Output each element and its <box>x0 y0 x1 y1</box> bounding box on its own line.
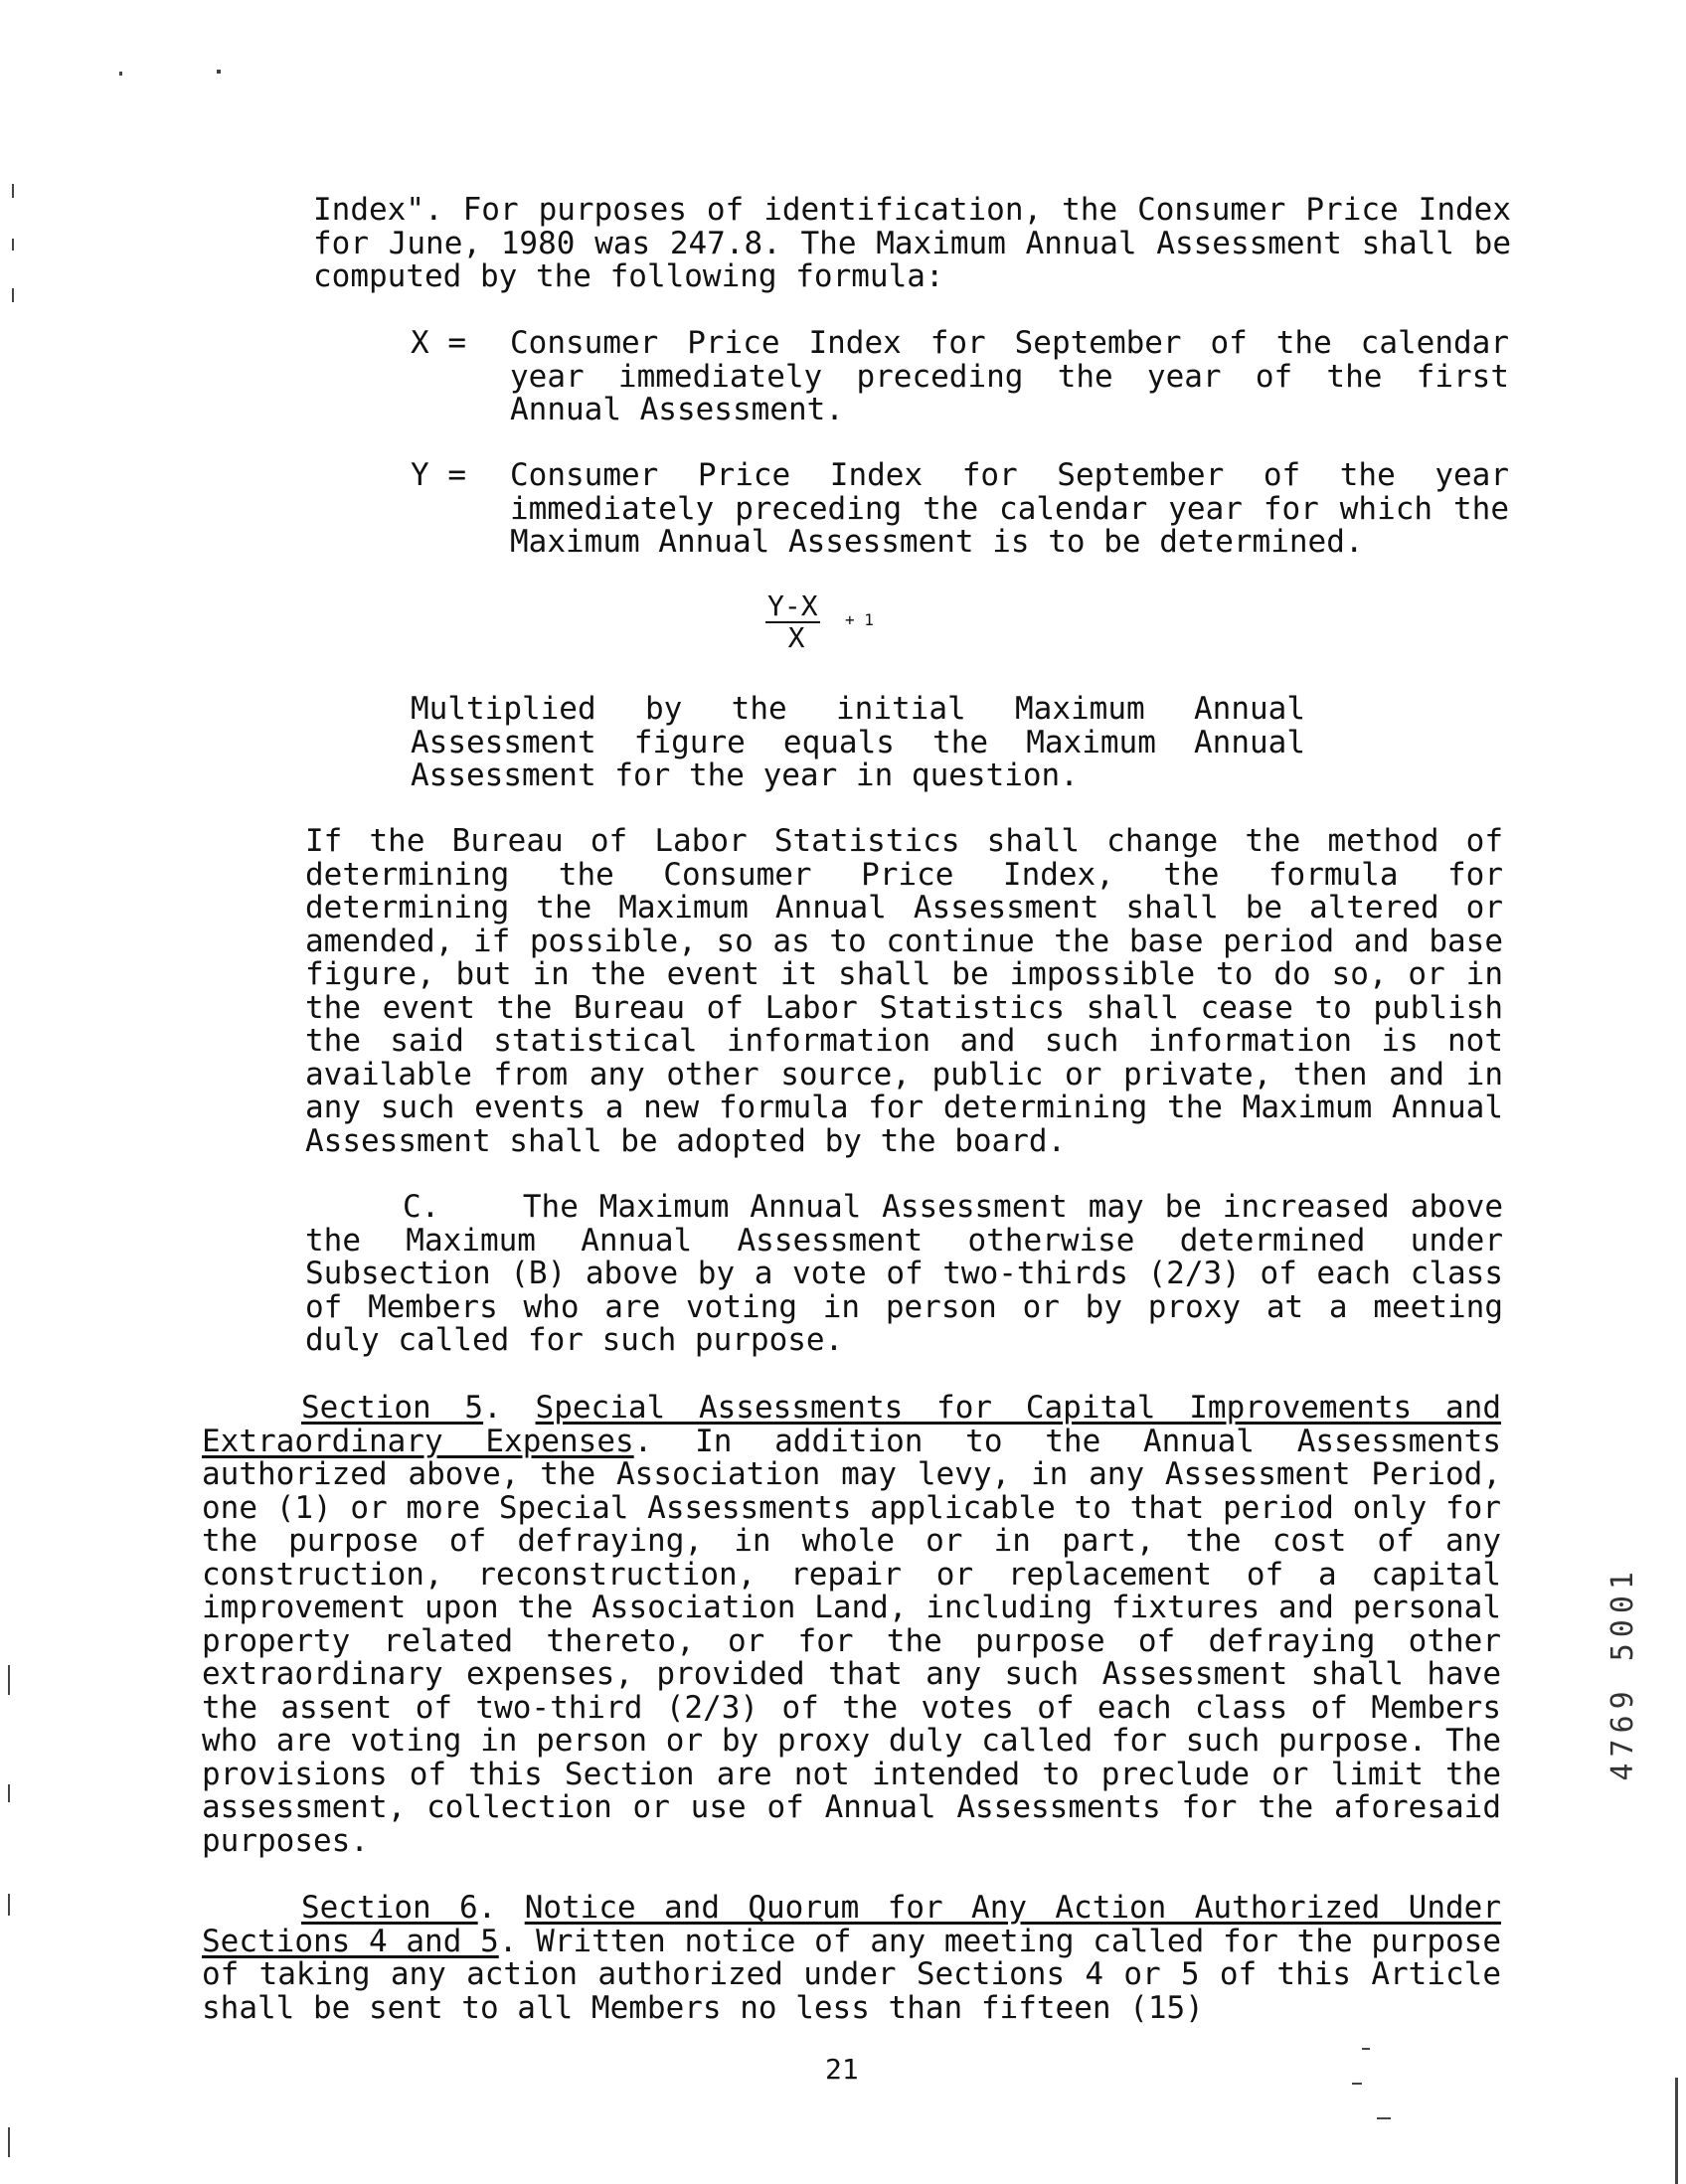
scan-artifact <box>1362 2048 1370 2050</box>
scan-artifact <box>8 1665 10 1695</box>
scan-artifact <box>12 184 14 198</box>
section-5-title: Special Assessments for Capital Improvements and Extraordinary Expenses <box>202 1390 1501 1459</box>
section-5-label: Section 5 <box>301 1390 484 1426</box>
section-6: Section 6. Notice and Quorum for Any Action Authorized Under Sections 4 and 5. Written notice of any meeting called for the purpose of taking any action authorized under Sections 4 or 5 of this Article shall be sent to all Members no less than fifteen (15) <box>202 1890 1502 2026</box>
scan-artifact <box>119 72 122 76</box>
paragraph-multiplied: Multiplied by the initial Maximum Annual Assessment figure equals the Maximum Annual Assessment for the year in question. <box>411 691 1305 793</box>
scan-artifact <box>12 239 14 251</box>
recording-stamp: 4769 5001 <box>1605 1566 1640 1781</box>
scan-artifact <box>1377 2117 1391 2119</box>
variable-x-definition: Consumer Price Index for September of the calendar year immediately preceding the year of the first Annual Assessment. <box>510 325 1509 427</box>
paragraph-cpi-intro: Index". For purposes of identification, the Consumer Price Index for June, 1980 was 247.8. The Maximum Annual Assessment shall be computed by the following formula: <box>313 192 1511 294</box>
section-6-label: Section 6 <box>301 1890 478 1926</box>
formula-denominator: X <box>787 621 805 654</box>
section-5-text: In addition to the Annual Assessments authorized above, the Association may levy, in any Assessment Period, one (1) or more Special Assessments applicable to that period only for the purpose of defraying, in whole or in part, the cost of any construction, reconstruction, repair or replacement of a capital improvement upon the Association Land, including fixtures and personal property related thereto, or for the purpose of defraying other extraordinary expenses, provided that any such Assessment shall have the assent of two-third (2/3) of the votes of each class of Members who are voting in person or by proxy duly called for such purpose. The provisions of this Section are not intended to preclude or limit the assessment, collection or use of Annual Assessments for the aforesaid purposes. <box>202 1423 1501 1859</box>
paragraph-subsection-c: C. The Maximum Annual Assessment may be increased above the Maximum Annual Assessment otherwise determined under Subsection (B) above by a vote of two-thirds (2/3) of each class of Members who are voting in person or by proxy at a meeting duly called for such purpose. <box>305 1189 1522 1358</box>
formula-plus-one: + 1 <box>845 610 874 629</box>
section-5: Section 5. Special Assessments for Capital Improvements and Extraordinary Expenses. In addition to the Annual Assessments authorized above, the Association may levy, in any Assessment Period, one (1) or more Special Assessments applicable to that period only for the purpose of defraying, in whole or in part, the cost of any construction, reconstruction, repair or replacement of a capital improvement upon the Association Land, including fixtures and personal property related thereto, or for the purpose of defraying other extraordinary expenses, provided that any such Assessment shall have the assent of two-third (2/3) of the votes of each class of Members who are voting in person or by proxy duly called for such purpose. The provisions of this Section are not intended to preclude or limit the assessment, collection or use of Annual Assessments for the aforesaid purposes. <box>202 1390 1501 1859</box>
page-number: 21 <box>825 2053 859 2086</box>
variable-x-label: X = <box>411 325 466 361</box>
section-6-text: Written notice of any meeting called for the purpose of taking any action authorized under Sections 4 or 5 of this Article shall be sent to all Members no less than fifteen (15) <box>202 1923 1501 2026</box>
scan-artifact <box>1675 2078 1678 2184</box>
scan-artifact <box>1352 2083 1362 2085</box>
scan-artifact <box>217 70 221 74</box>
formula-numerator: Y-X <box>767 589 818 622</box>
section-6-title: Notice and Quorum for Any Action Authorized Under Sections 4 and 5 <box>202 1890 1502 1959</box>
scan-artifact <box>8 2127 10 2157</box>
formula <box>765 589 874 654</box>
scan-artifact <box>12 288 14 302</box>
scan-artifact <box>8 1894 10 1916</box>
scan-artifact <box>8 1784 10 1802</box>
variable-y-definition: Consumer Price Index for September of the year immediately preceding the calendar year for which the Maximum Annual Assessment is to be determined. <box>510 457 1509 560</box>
variable-y-label: Y = <box>411 457 466 493</box>
paragraph-bureau: If the Bureau of Labor Statistics shall change the method of determining the Consumer Price Index, the formula for determining the Maximum Annual Assessment shall be altered or amended, if possible, so as to continue the base period and base figure, but in the event it shall be impossible to do so, or in the event the Bureau of Labor Statistics shall cease to publish the said statistical information and such information is not available from any other source, public or private, then and in any such events a new formula for determining the Maximum Annual Assessment shall be adopted by the board. <box>305 823 1503 1159</box>
